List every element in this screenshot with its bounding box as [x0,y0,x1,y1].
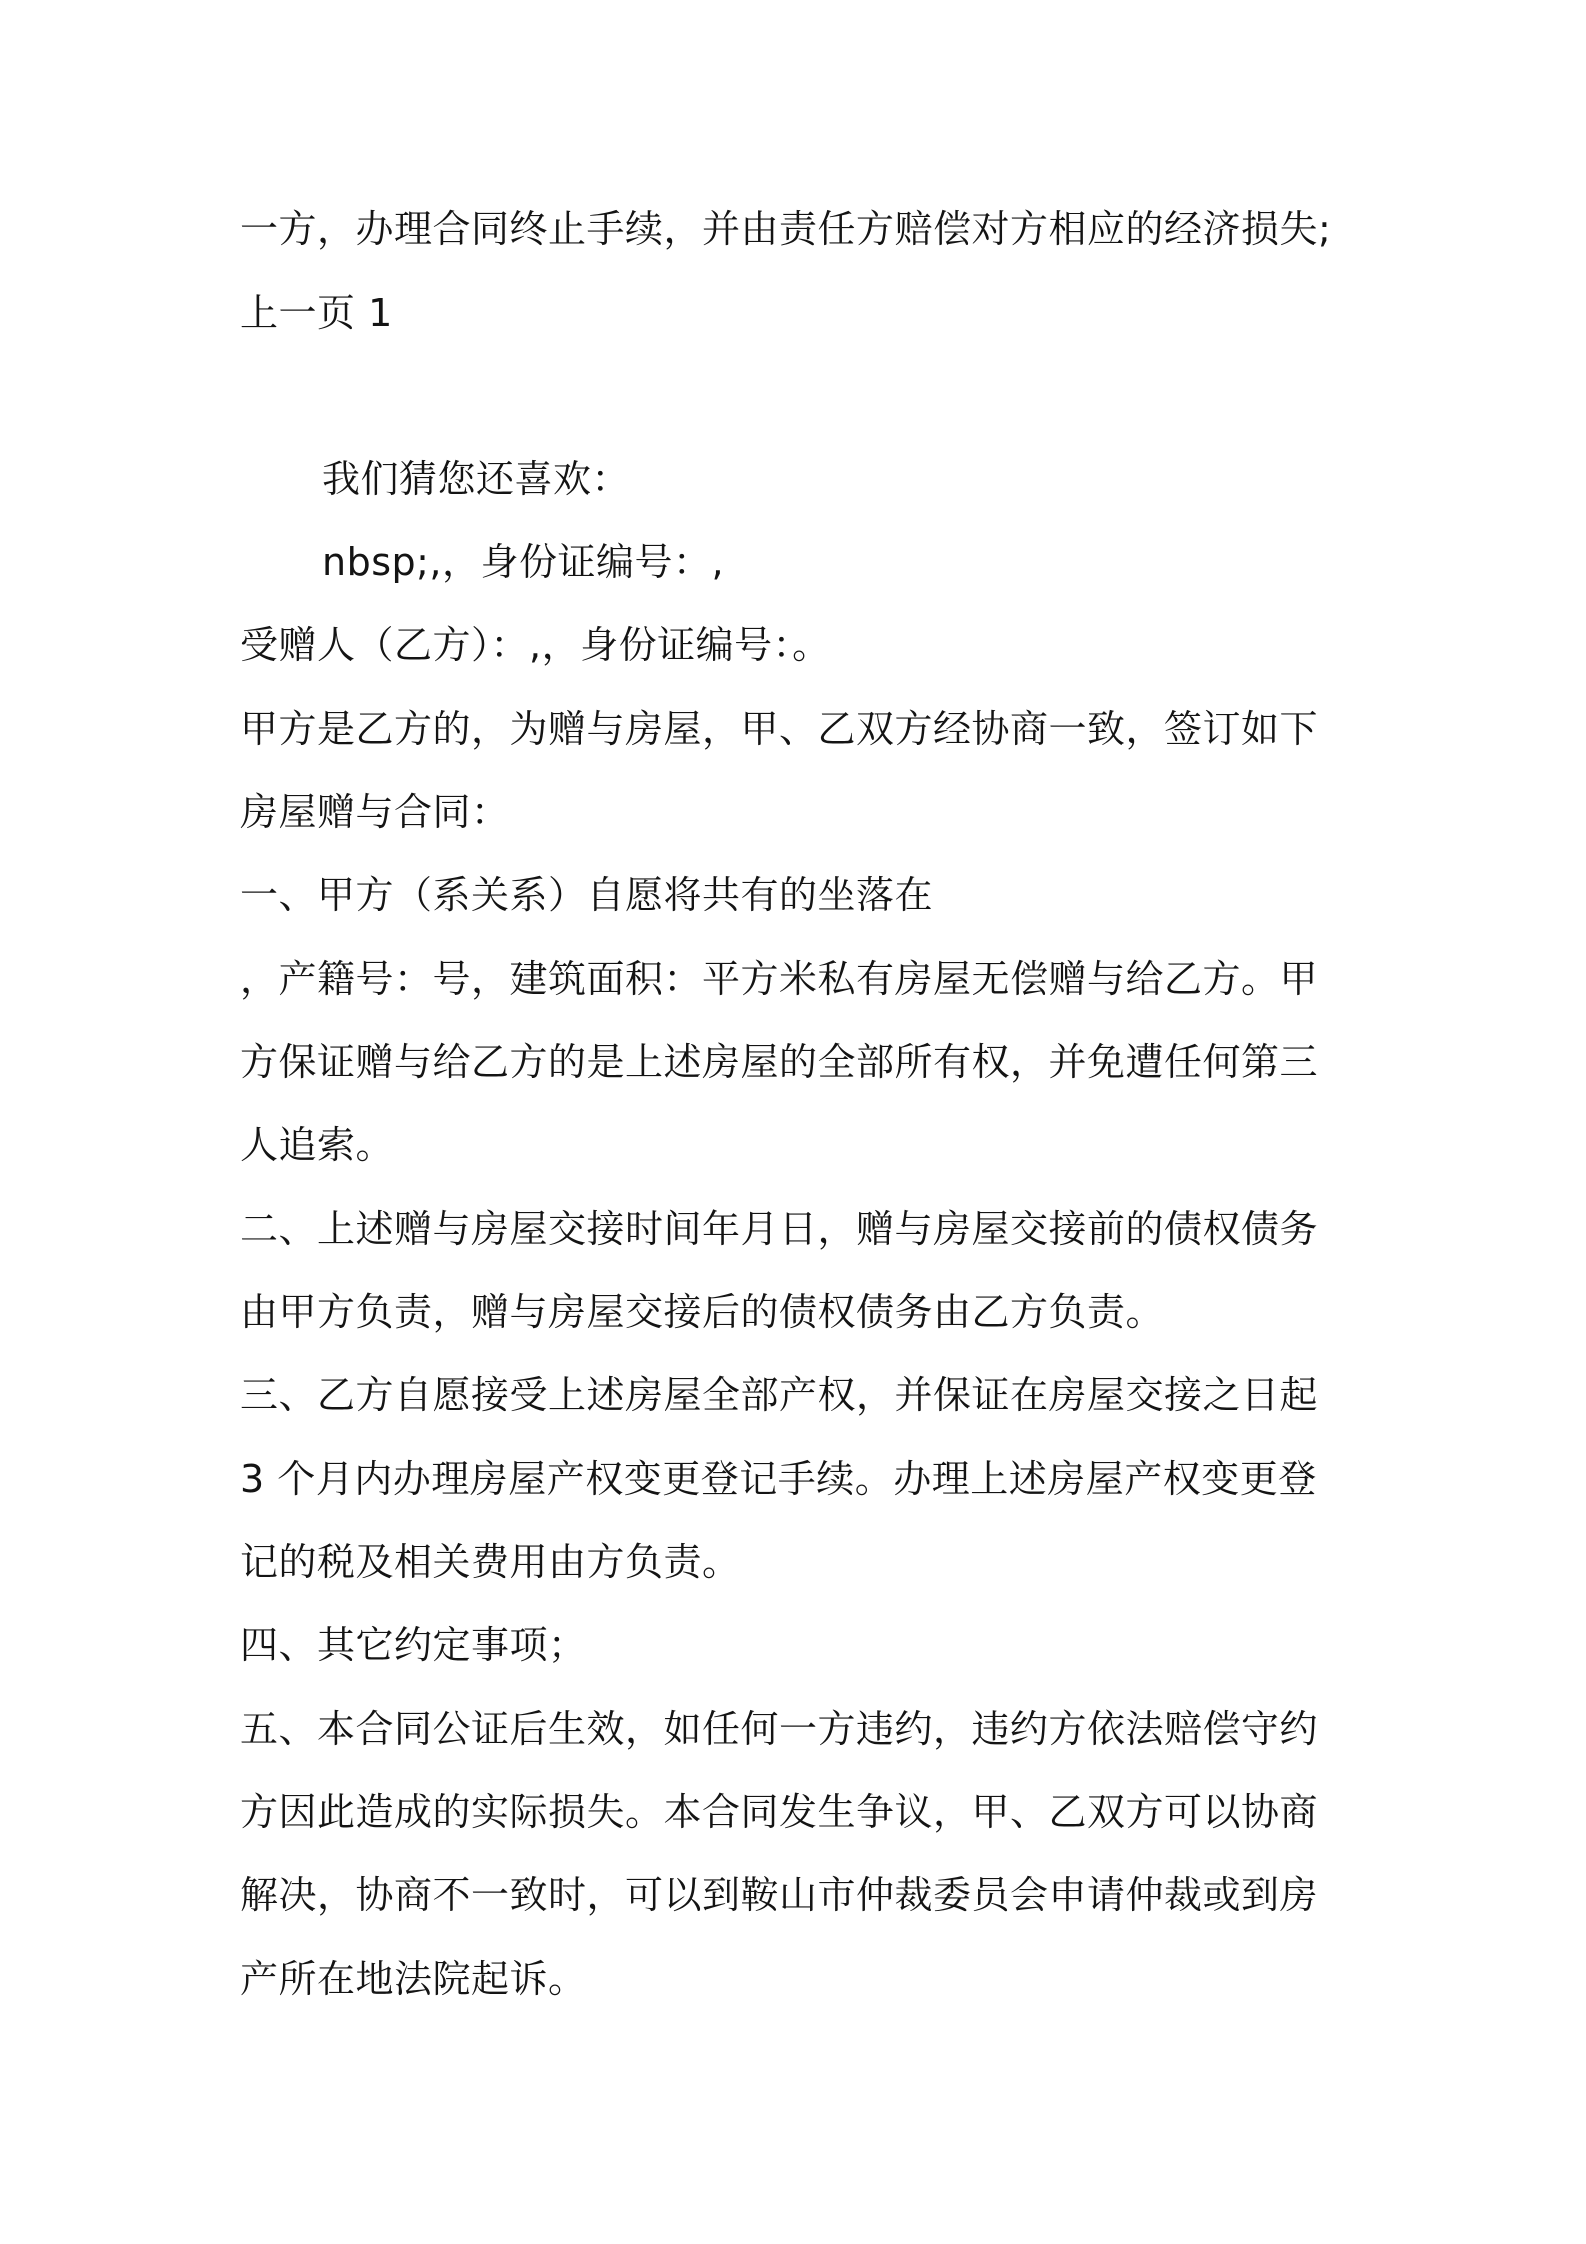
clause-4-line-1: 四、其它约定事项； [240,1623,587,1667]
clause-1-line-3: 方保证赠与给乙方的是上述房屋的全部所有权，并免遭任何第三 [240,1040,1319,1084]
clause-3-line-2: 3 个月内办理房屋产权变更登记手续。办理上述房屋产权变更登 [240,1457,1317,1501]
clause-5-line-3: 解决，协商不一致时，可以到鞍山市仲裁委员会申请仲裁或到房 [240,1873,1319,1917]
clause-1-line-1: 一、甲方（系关系）自愿将共有的坐落在 [240,873,934,917]
clause-2-line-2: 由甲方负责，赠与房屋交接后的债权债务由乙方负责。 [240,1290,1165,1334]
clause-1-line-2: ，产籍号：号，建筑面积：平方米私有房屋无偿赠与给乙方。甲 [240,957,1319,1001]
clause-5-line-4: 产所在地法院起诉。 [240,1957,587,2001]
previous-page-link[interactable]: 上一页 1 [240,291,393,335]
text-line-6: 甲方是乙方的，为赠与房屋，甲、乙双方经协商一致，签订如下 [240,707,1319,751]
clause-5-line-2: 方因此造成的实际损失。本合同发生争议，甲、乙双方可以协商 [240,1790,1319,1834]
text-line-1: 一方，办理合同终止手续，并由责任方赔偿对方相应的经济损失; [240,207,1332,251]
text-line-5: 受赠人（乙方）：,，身份证编号：。 [240,623,831,667]
clause-1-line-4: 人追索。 [240,1123,395,1167]
clause-3-line-1: 三、乙方自愿接受上述房屋全部产权，并保证在房屋交接之日起 [240,1373,1319,1417]
clause-5-line-1: 五、本合同公证后生效，如任何一方违约，违约方依法赔偿守约 [240,1707,1319,1751]
text-line-4: nbsp;,，身份证编号：, [322,540,725,584]
text-line-7: 房屋赠与合同： [240,790,510,834]
clause-2-line-1: 二、上述赠与房屋交接时间年月日，赠与房屋交接前的债权债务 [240,1207,1319,1251]
clause-3-line-3: 记的税及相关费用由方负责。 [240,1540,741,1584]
recommendation-heading: 我们猜您还喜欢： [322,457,631,501]
